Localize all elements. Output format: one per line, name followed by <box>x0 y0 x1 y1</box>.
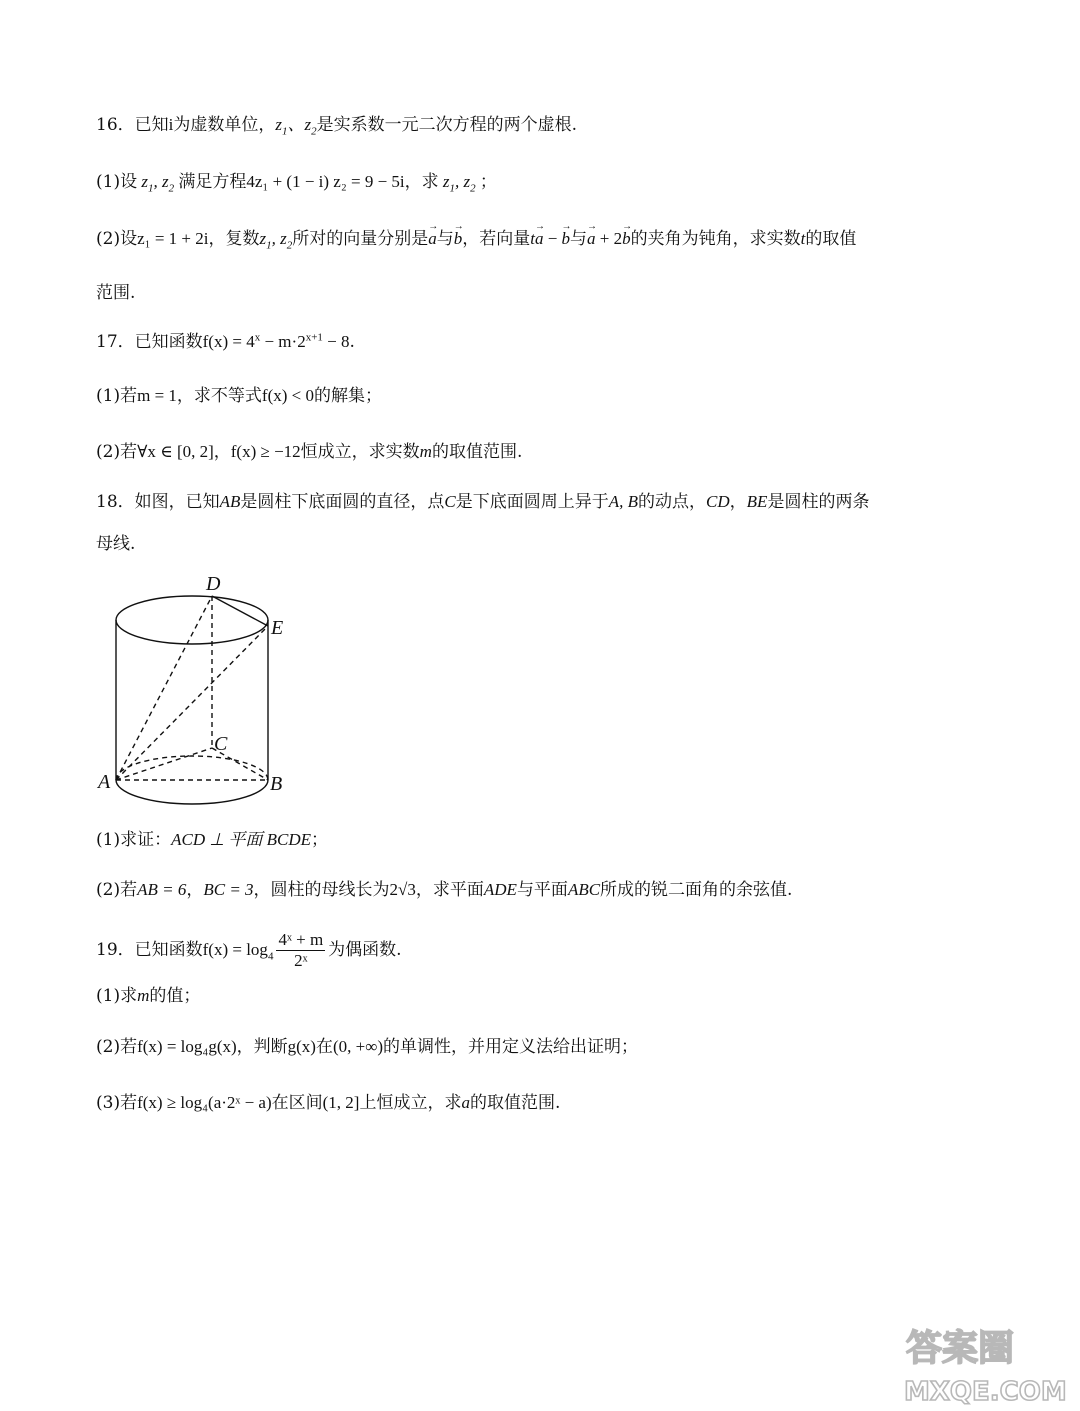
q19-p2-end: 的单调性，并用定义法给出证明； <box>383 1037 638 1057</box>
q16-p2-end: 的取值 <box>805 229 857 249</box>
vector-a-2b: → a + 2→ b <box>587 229 631 248</box>
q18-p2-bc: BC = 3 <box>203 880 254 899</box>
q18-be: BE <box>746 492 768 511</box>
q19-frac-num: 4ˣ + m <box>278 930 324 949</box>
q17-stem-prefix: 17．已知函数 <box>96 332 203 352</box>
q19-p1-end: 的值； <box>149 986 201 1006</box>
q18-ab: AB <box>219 492 241 511</box>
q16-stem-end: 是实系数一元二次方程的两个虚根. <box>316 115 578 135</box>
watermark-cn: 答案圈 <box>906 1328 1015 1369</box>
q19-fraction <box>276 930 325 971</box>
q17-p1-end: 的解集； <box>313 386 382 406</box>
q18-p2-mid: ，圆柱的母线长为 <box>253 880 390 900</box>
q18-p2-abc: ABC <box>567 880 601 899</box>
q18-p2-ade: ADE <box>483 880 517 899</box>
q17-p1-ineq: f(x) < 0 <box>261 386 314 405</box>
q19-function: $f(x) = \log_4$ <box>202 940 274 963</box>
q19-p2-mid2: 在 <box>315 1037 333 1057</box>
q16-p2-mid4: 的夹角为钝角，求实数 <box>630 229 801 249</box>
cylinder-figure <box>92 570 312 805</box>
q16-p2-mid1: ，复数 <box>208 229 260 249</box>
q18-p2-end: 所成的锐二面角的余弦值. <box>600 880 793 900</box>
q19-stem-end: 为偶函数. <box>328 940 402 960</box>
q18-stem-4: 的动点， <box>638 492 707 512</box>
q16-z1z2: $z_1$、$z_2$ <box>275 115 317 138</box>
q18-p2-prefix: (2)若 <box>96 880 138 900</box>
segment-de <box>212 596 268 626</box>
q18-cd: CD <box>706 492 730 511</box>
q19-frac-den: 2ˣ <box>294 951 308 970</box>
q17-p2-m: m <box>419 442 432 461</box>
q16-p1-z2: $z_1$, $z_2$ <box>438 172 476 195</box>
watermark-en: MXQE.COM <box>904 1377 1067 1407</box>
q18-p2-mid2: ，求平面 <box>415 880 484 900</box>
q18-p2-ab: AB = 6 <box>137 880 187 899</box>
q17-part2 <box>96 440 522 464</box>
q19-p3-interval: (1, 2] <box>322 1093 360 1112</box>
q17-p1-mid: ，求不等式 <box>176 386 262 406</box>
q16-p2-cont: 范围. <box>96 283 136 303</box>
q16-p1-end: ，求 <box>404 172 439 192</box>
q19-p1-m: m <box>137 986 150 1005</box>
label-b: B <box>270 773 283 795</box>
q17-p2-sep: ， <box>213 442 231 462</box>
q16-p2-t: t <box>800 229 806 248</box>
q18-p2-mid3: 与平面 <box>516 880 568 900</box>
q18-stem-1: 18．如图，已知 <box>96 492 220 512</box>
q19-part2 <box>96 1035 638 1059</box>
q17-function: $f(x) = 4^x - m\cdot 2^{x+1} - 8$ <box>202 331 350 351</box>
q19-p2-prefix: (2)若 <box>96 1037 138 1057</box>
q18-part2 <box>96 878 792 902</box>
label-a: A <box>98 771 111 793</box>
q19-p3-mid2: 上恒成立，求 <box>359 1093 462 1113</box>
q16-stem-prefix: 16．已知 <box>96 115 169 135</box>
q18-p1-prefix: (1)求证： <box>96 830 172 850</box>
q18-stem-6: 是圆柱的两条 <box>767 492 870 512</box>
q17-p2-prefix: (2)若 <box>96 442 138 462</box>
q19-p3-a: a <box>461 1093 470 1112</box>
q18-ab2: A, B <box>608 492 639 511</box>
segment-ae <box>116 626 268 780</box>
q19-p2-interval: (0, +∞) <box>332 1037 383 1056</box>
q16-stem <box>96 113 577 137</box>
q18-stem-5: ， <box>729 492 747 512</box>
q17-p2-ineq: f(x) ≥ −12 <box>230 442 301 461</box>
q18-stem-cont-text: 母线. <box>96 534 136 554</box>
q18-p2-sep: ， <box>186 880 204 900</box>
bottom-front-arc <box>116 780 268 804</box>
q19-p3-end: 的取值范围. <box>469 1093 561 1113</box>
q16-p1-z: $z_1$, $z_2$ <box>137 172 175 195</box>
q16-p2-equation: z₁ = 1 + 2i <box>137 229 209 248</box>
q17-p1-cond: m = 1 <box>137 386 177 405</box>
vector-b: → b <box>454 227 463 251</box>
q16-p1-prefix: (1)设 <box>96 172 138 192</box>
q18-p2-len: 2√3 <box>389 880 416 899</box>
q17-p1-prefix: (1)若 <box>96 386 138 406</box>
q18-stem <box>96 490 869 514</box>
q19-p2-mid: ，判断 <box>236 1037 288 1057</box>
q16-p1-equation: 4z₁ + (1 − i) z₂ = 9 − 5i <box>246 172 405 191</box>
vector-ta-b: t→ a − → b <box>530 229 570 248</box>
q16-p2-and: 与 <box>436 229 454 249</box>
q18-part1 <box>96 828 328 852</box>
q17-stem-end: . <box>349 332 355 352</box>
q19-p2-eq: f(x) = log₄g(x) <box>137 1037 237 1056</box>
q18-stem-3: 是下底面圆周上异于 <box>455 492 609 512</box>
q19-p3-mid: 在区间 <box>271 1093 323 1113</box>
top-ellipse <box>116 596 268 644</box>
q16-p1-mid: 满足方程 <box>178 172 247 192</box>
q17-stem <box>96 330 355 354</box>
q16-part2 <box>96 227 856 251</box>
q16-p2-mid2: 所对的向量分别是 <box>292 229 429 249</box>
q17-part1 <box>96 384 382 408</box>
q16-p2-mid3: ，若向量 <box>462 229 531 249</box>
watermark-logo <box>896 1318 1076 1408</box>
q18-p1-body: ACD ⊥ 平面 BCDE <box>171 830 312 849</box>
q16-p2-z: $z_1$, $z_2$ <box>259 229 293 252</box>
q17-p2-cond: ∀x ∈ [0, 2] <box>137 442 214 461</box>
label-e: E <box>271 617 284 639</box>
q19-part1 <box>96 984 200 1008</box>
q16-stem-mid: 为虚数单位， <box>173 115 276 135</box>
q16-part2-cont <box>96 281 135 305</box>
q16-p1-semicolon: ； <box>479 172 497 192</box>
q16-part1 <box>96 170 497 194</box>
bottom-back-arc <box>116 756 268 780</box>
segment-ad <box>116 596 212 780</box>
q18-stem-cont <box>96 532 135 556</box>
label-d: D <box>206 573 221 595</box>
q19-stem-prefix: 19．已知函数 <box>96 940 203 960</box>
q18-c: C <box>444 492 456 511</box>
q19-p1-prefix: (1)求 <box>96 986 138 1006</box>
label-c: C <box>214 733 228 755</box>
vector-a: → a <box>428 227 437 251</box>
q17-p2-end: 的取值范围. <box>431 442 523 462</box>
q19-p2-g: g(x) <box>287 1037 316 1056</box>
q19-p3-prefix: (3)若 <box>96 1093 138 1113</box>
q19-stem <box>96 928 402 972</box>
q19-p3-ineq: f(x) ≥ log₄(a·2ˣ − a) <box>137 1093 272 1112</box>
q18-stem-2: 是圆柱下底面圆的直径，点 <box>240 492 445 512</box>
q16-p2-prefix: (2)设 <box>96 229 138 249</box>
q19-part3 <box>96 1091 560 1115</box>
q16-p2-and2: 与 <box>570 229 588 249</box>
q18-p1-end: ； <box>311 830 329 850</box>
q16-i: i <box>168 115 174 134</box>
q17-p2-mid: 恒成立，求实数 <box>300 442 420 462</box>
